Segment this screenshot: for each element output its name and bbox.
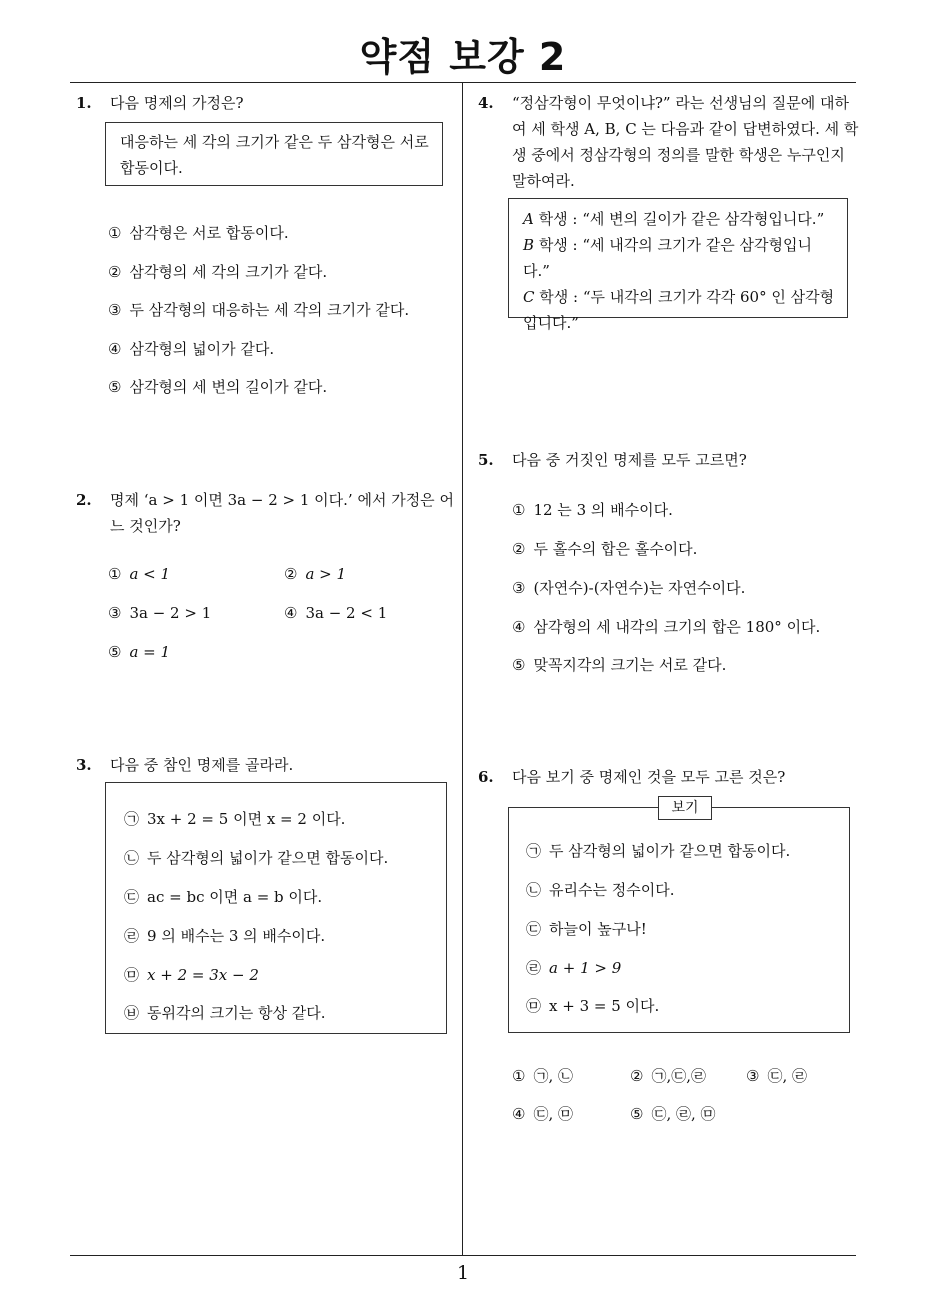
- option-3[interactable]: [746, 1065, 807, 1086]
- bogi-text: a + 1 > 9: [549, 959, 622, 977]
- bogi-label: 보기: [658, 796, 712, 820]
- statement-text: 9 의 배수는 3 의 배수이다.: [147, 927, 326, 945]
- option-text: 3a − 2 < 1: [305, 604, 388, 622]
- statement-mark: ㉣: [124, 927, 140, 945]
- answer-text: 학생 : “세 내각의 크기가 같은 삼각형입니다.”: [523, 236, 812, 280]
- option-3[interactable]: [512, 577, 745, 598]
- option-mark: ②: [108, 263, 122, 281]
- header-rule: [70, 82, 856, 83]
- option-mark: ③: [512, 579, 526, 597]
- page-title: 약점 보강 2: [359, 35, 567, 79]
- option-text: a < 1: [129, 565, 171, 583]
- option-mark: ①: [108, 224, 122, 242]
- question-text: “정삼각형이 무엇이냐?” 라는 선생님의 질문에 대하여 세 학생 A, B, C 는 다음과 같이 답변하였다. 세 학생 중에서 정삼각형의 정의를 말한 학생은 누구인지 말하여라.: [512, 94, 859, 190]
- question-4: [478, 90, 860, 194]
- column-divider: [462, 83, 463, 1256]
- option-text: 두 삼각형의 대응하는 세 각의 크기가 같다.: [129, 301, 410, 319]
- option-4[interactable]: [284, 604, 387, 622]
- statement-item: [124, 964, 259, 985]
- option-5[interactable]: [630, 1103, 716, 1124]
- answer-text: 학생 : “두 내각의 크기가 각각 60° 인 삼각형 입니다.”: [523, 288, 835, 332]
- option-1[interactable]: [512, 1065, 573, 1086]
- answer-text: 학생 : “세 변의 길이가 같은 삼각형입니다.”: [538, 210, 825, 228]
- option-mark: ②: [284, 565, 298, 583]
- option-text: (자연수)-(자연수)는 자연수이다.: [533, 579, 746, 597]
- question-text: 다음 명제의 가정은?: [110, 94, 244, 112]
- bogi-item: [526, 957, 621, 978]
- option-text: 12 는 3 의 배수이다.: [533, 501, 673, 519]
- statement-mark: ㉡: [124, 849, 140, 867]
- option-mark: ④: [108, 340, 122, 358]
- question-5: [478, 447, 858, 473]
- statement-text: 3x + 2 = 5 이면 x = 2 이다.: [147, 810, 346, 828]
- option-mark: ⑤: [108, 643, 122, 661]
- bogi-mark: ㉠: [526, 842, 542, 860]
- bogi-item: [526, 995, 659, 1016]
- premise-text: 대응하는 세 각의 크기가 같은 두 삼각형은 서로 합동이다.: [120, 133, 429, 177]
- question-1: [76, 90, 456, 116]
- option-mark: ③: [108, 301, 122, 319]
- option-4[interactable]: [512, 1103, 573, 1124]
- option-5[interactable]: [108, 376, 327, 397]
- option-text: 맞꼭지각의 크기는 서로 같다.: [533, 656, 727, 674]
- statement-text: ac = bc 이면 a = b 이다.: [147, 888, 323, 906]
- bogi-mark: ㉢: [526, 920, 542, 938]
- statement-mark: ㉤: [124, 966, 140, 984]
- option-3[interactable]: [108, 604, 211, 622]
- question-number: 3.: [76, 756, 92, 774]
- bogi-text: x + 3 = 5 이다.: [549, 997, 660, 1015]
- option-1[interactable]: [512, 499, 673, 520]
- option-mark: ①: [512, 501, 526, 519]
- option-mark: ②: [512, 540, 526, 558]
- answer-b: [523, 232, 837, 284]
- option-1[interactable]: [108, 565, 170, 583]
- option-4[interactable]: [512, 616, 820, 637]
- bogi-text: 두 삼각형의 넓이가 같으면 합동이다.: [549, 842, 791, 860]
- question-2: [76, 487, 458, 539]
- option-mark: ②: [630, 1067, 644, 1085]
- question-number: 2.: [76, 491, 92, 509]
- statement-mark: ㉠: [124, 810, 140, 828]
- question-number: 6.: [478, 768, 494, 786]
- option-2[interactable]: [630, 1065, 706, 1086]
- option-4[interactable]: [108, 338, 274, 359]
- option-text: 삼각형의 넓이가 같다.: [129, 340, 275, 358]
- option-mark: ⑤: [512, 656, 526, 674]
- statement-text: 동위각의 크기는 항상 같다.: [147, 1004, 326, 1022]
- statement-item: [124, 847, 388, 868]
- option-text: ㉠, ㉡: [533, 1067, 573, 1085]
- option-text: 삼각형의 세 각의 크기가 같다.: [129, 263, 328, 281]
- option-text: 삼각형은 서로 합동이다.: [129, 224, 289, 242]
- statement-text: 두 삼각형의 넓이가 같으면 합동이다.: [147, 849, 389, 867]
- option-1[interactable]: [108, 222, 289, 243]
- option-mark: ⑤: [630, 1105, 644, 1123]
- bogi-text: 유리수는 정수이다.: [549, 881, 675, 899]
- footer-rule: [70, 1255, 856, 1256]
- option-3[interactable]: [108, 299, 409, 320]
- bogi-item: [526, 879, 674, 900]
- bogi-item: [526, 840, 790, 861]
- option-text: 삼각형의 세 변의 길이가 같다.: [129, 378, 328, 396]
- question-text: 다음 보기 중 명제인 것을 모두 고른 것은?: [512, 768, 786, 786]
- page-number: 1: [456, 1262, 470, 1284]
- statement-mark: ㉢: [124, 888, 140, 906]
- student-name: B: [523, 236, 535, 254]
- option-text: a = 1: [129, 643, 171, 661]
- option-mark: ③: [108, 604, 122, 622]
- question-3: [76, 752, 456, 778]
- question-text: 다음 중 거짓인 명제를 모두 고르면?: [512, 451, 747, 469]
- answer-c: [523, 284, 837, 336]
- question-text: 다음 중 참인 명제를 골라라.: [110, 756, 294, 774]
- question-number: 1.: [76, 94, 92, 112]
- statement-item: [124, 925, 325, 946]
- question-number: 4.: [478, 94, 494, 112]
- statement-item: [124, 1002, 325, 1023]
- option-mark: ①: [512, 1067, 526, 1085]
- option-text: ㉠,㉢,㉣: [651, 1067, 706, 1085]
- bogi-mark: ㉤: [526, 997, 542, 1015]
- answers-box: [508, 198, 848, 332]
- answer-a: [523, 206, 837, 232]
- bogi-mark: ㉣: [526, 959, 542, 977]
- option-mark: ④: [512, 618, 526, 636]
- student-name: A: [523, 210, 534, 228]
- premise-box: [105, 122, 443, 186]
- bogi-item: [526, 918, 647, 939]
- option-text: 3a − 2 > 1: [129, 604, 212, 622]
- question-6: [478, 764, 858, 790]
- bogi-mark: ㉡: [526, 881, 542, 899]
- option-mark: ③: [746, 1067, 760, 1085]
- option-mark: ④: [284, 604, 298, 622]
- option-5[interactable]: [512, 654, 726, 675]
- option-text: 두 홀수의 합은 홀수이다.: [533, 540, 698, 558]
- student-name: C: [523, 288, 535, 306]
- option-mark: ④: [512, 1105, 526, 1123]
- bogi-text: 하늘이 높구나!: [549, 920, 647, 938]
- question-number: 5.: [478, 451, 494, 469]
- option-2[interactable]: [108, 261, 327, 282]
- option-text: a > 1: [305, 565, 347, 583]
- option-text: ㉢, ㉣, ㉤: [651, 1105, 716, 1123]
- option-5[interactable]: [108, 643, 170, 661]
- statement-item: [124, 808, 345, 829]
- option-2[interactable]: [512, 538, 697, 559]
- question-text: 명제 ‘a > 1 이면 3a − 2 > 1 이다.’ 에서 가정은 어느 것인가?: [110, 491, 454, 535]
- statement-mark: ㉥: [124, 1004, 140, 1022]
- option-text: ㉢, ㉣: [767, 1067, 807, 1085]
- statement-item: [124, 886, 322, 907]
- statement-text: x + 2 = 3x − 2: [147, 966, 259, 984]
- option-2[interactable]: [284, 565, 346, 583]
- option-mark: ⑤: [108, 378, 122, 396]
- option-text: 삼각형의 세 내각의 크기의 합은 180° 이다.: [533, 618, 821, 636]
- option-mark: ①: [108, 565, 122, 583]
- option-text: ㉢, ㉤: [533, 1105, 573, 1123]
